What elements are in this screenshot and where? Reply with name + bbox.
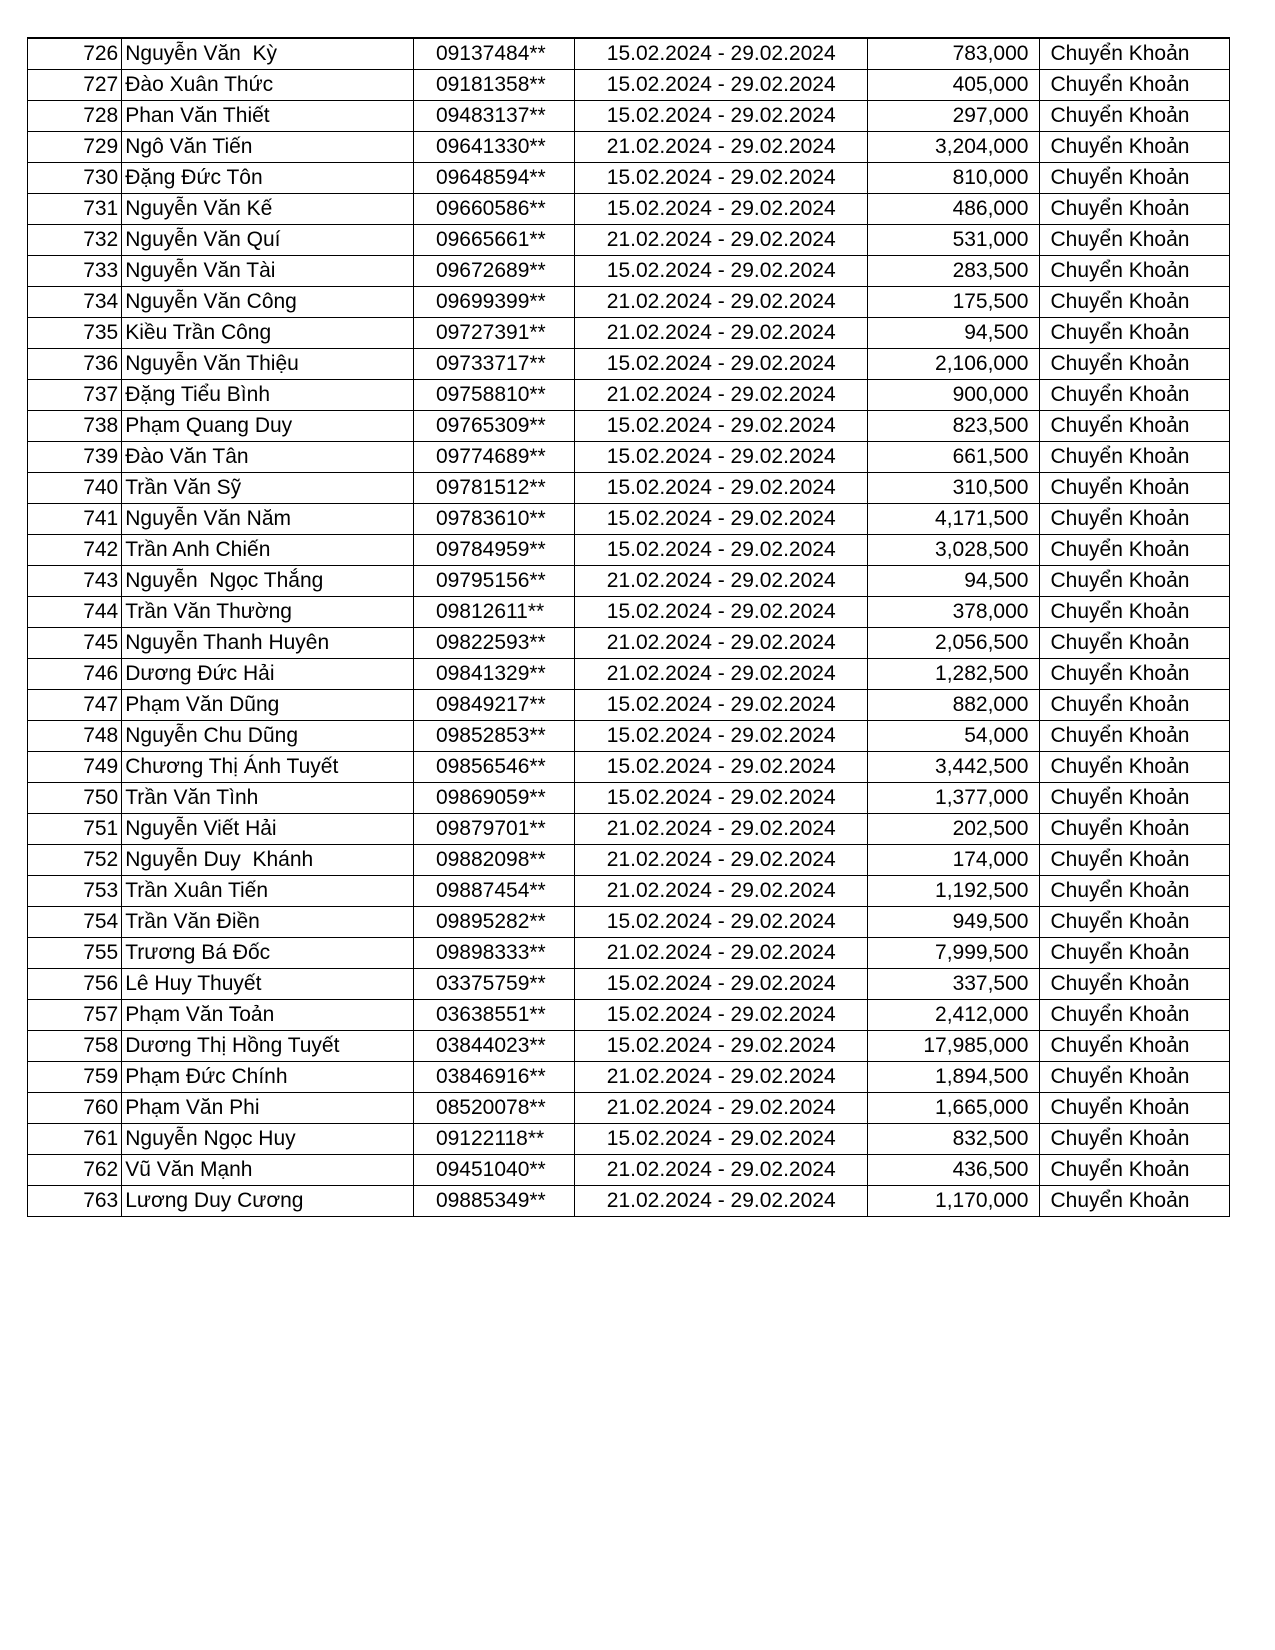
payment-method-cell: Chuyển Khoản (1040, 845, 1230, 876)
row-number-cell: 759 (28, 1062, 122, 1093)
phone-number-cell: 03638551** (413, 1000, 574, 1031)
row-number-cell: 748 (28, 721, 122, 752)
payment-method-cell: Chuyển Khoản (1040, 659, 1230, 690)
phone-number-cell: 09181358** (413, 70, 574, 101)
amount-cell: 3,028,500 (868, 535, 1040, 566)
table-row (28, 628, 1230, 659)
recipient-name-cell: Phạm Văn Toản (122, 1000, 414, 1031)
table-row (28, 163, 1230, 194)
phone-number-cell: 09869059** (413, 783, 574, 814)
recipient-name-cell: Kiều Trần Công (122, 318, 414, 349)
amount-cell: 1,192,500 (868, 876, 1040, 907)
table-row (28, 287, 1230, 318)
payment-method-cell: Chuyển Khoản (1040, 287, 1230, 318)
amount-cell: 1,665,000 (868, 1093, 1040, 1124)
recipient-name-cell: Nguyễn Chu Dũng (122, 721, 414, 752)
phone-number-cell: 09898333** (413, 938, 574, 969)
row-number-cell: 741 (28, 504, 122, 535)
amount-cell: 882,000 (868, 690, 1040, 721)
payment-method-cell: Chuyển Khoản (1040, 1186, 1230, 1217)
payment-table-body (28, 38, 1230, 1217)
amount-cell: 4,171,500 (868, 504, 1040, 535)
amount-cell: 900,000 (868, 380, 1040, 411)
row-number-cell: 752 (28, 845, 122, 876)
recipient-name-cell: Trần Văn Thường (122, 597, 414, 628)
amount-cell: 3,204,000 (868, 132, 1040, 163)
payment-method-cell: Chuyển Khoản (1040, 194, 1230, 225)
payment-method-cell: Chuyển Khoản (1040, 38, 1230, 70)
row-number-cell: 728 (28, 101, 122, 132)
date-period-cell: 15.02.2024 - 29.02.2024 (575, 349, 868, 380)
table-row (28, 256, 1230, 287)
phone-number-cell: 09672689** (413, 256, 574, 287)
payment-method-cell: Chuyển Khoản (1040, 752, 1230, 783)
row-number-cell: 763 (28, 1186, 122, 1217)
date-period-cell: 15.02.2024 - 29.02.2024 (575, 752, 868, 783)
row-number-cell: 742 (28, 535, 122, 566)
date-period-cell: 15.02.2024 - 29.02.2024 (575, 721, 868, 752)
amount-cell: 2,106,000 (868, 349, 1040, 380)
recipient-name-cell: Nguyễn Văn Kế (122, 194, 414, 225)
table-row (28, 70, 1230, 101)
amount-cell: 1,170,000 (868, 1186, 1040, 1217)
row-number-cell: 755 (28, 938, 122, 969)
payment-method-cell: Chuyển Khoản (1040, 256, 1230, 287)
phone-number-cell: 09856546** (413, 752, 574, 783)
phone-number-cell: 09137484** (413, 38, 574, 70)
recipient-name-cell: Nguyễn Văn Thiệu (122, 349, 414, 380)
table-row (28, 318, 1230, 349)
recipient-name-cell: Trần Xuân Tiến (122, 876, 414, 907)
table-row (28, 752, 1230, 783)
table-row (28, 225, 1230, 256)
phone-number-cell: 09822593** (413, 628, 574, 659)
date-period-cell: 21.02.2024 - 29.02.2024 (575, 318, 868, 349)
phone-number-cell: 09783610** (413, 504, 574, 535)
date-period-cell: 15.02.2024 - 29.02.2024 (575, 163, 868, 194)
row-number-cell: 758 (28, 1031, 122, 1062)
row-number-cell: 738 (28, 411, 122, 442)
payment-method-cell: Chuyển Khoản (1040, 1124, 1230, 1155)
table-row (28, 535, 1230, 566)
row-number-cell: 747 (28, 690, 122, 721)
date-period-cell: 15.02.2024 - 29.02.2024 (575, 690, 868, 721)
payment-method-cell: Chuyển Khoản (1040, 473, 1230, 504)
date-period-cell: 21.02.2024 - 29.02.2024 (575, 628, 868, 659)
row-number-cell: 736 (28, 349, 122, 380)
amount-cell: 823,500 (868, 411, 1040, 442)
phone-number-cell: 09660586** (413, 194, 574, 225)
payment-method-cell: Chuyển Khoản (1040, 318, 1230, 349)
table-row (28, 659, 1230, 690)
recipient-name-cell: Vũ Văn Mạnh (122, 1155, 414, 1186)
date-period-cell: 15.02.2024 - 29.02.2024 (575, 597, 868, 628)
payment-method-cell: Chuyển Khoản (1040, 969, 1230, 1000)
amount-cell: 832,500 (868, 1124, 1040, 1155)
recipient-name-cell: Trần Văn Sỹ (122, 473, 414, 504)
amount-cell: 310,500 (868, 473, 1040, 504)
payment-method-cell: Chuyển Khoản (1040, 411, 1230, 442)
date-period-cell: 21.02.2024 - 29.02.2024 (575, 1062, 868, 1093)
date-period-cell: 21.02.2024 - 29.02.2024 (575, 1186, 868, 1217)
table-row (28, 845, 1230, 876)
phone-number-cell: 09781512** (413, 473, 574, 504)
payment-method-cell: Chuyển Khoản (1040, 566, 1230, 597)
table-row (28, 721, 1230, 752)
row-number-cell: 744 (28, 597, 122, 628)
table-row (28, 597, 1230, 628)
payment-method-cell: Chuyển Khoản (1040, 1093, 1230, 1124)
recipient-name-cell: Trương Bá Đốc (122, 938, 414, 969)
date-period-cell: 15.02.2024 - 29.02.2024 (575, 907, 868, 938)
recipient-name-cell: Dương Đức Hải (122, 659, 414, 690)
phone-number-cell: 09665661** (413, 225, 574, 256)
date-period-cell: 21.02.2024 - 29.02.2024 (575, 814, 868, 845)
recipient-name-cell: Phan Văn Thiết (122, 101, 414, 132)
row-number-cell: 762 (28, 1155, 122, 1186)
table-row (28, 1186, 1230, 1217)
payment-method-cell: Chuyển Khoản (1040, 535, 1230, 566)
table-row (28, 938, 1230, 969)
row-number-cell: 729 (28, 132, 122, 163)
phone-number-cell: 09648594** (413, 163, 574, 194)
date-period-cell: 15.02.2024 - 29.02.2024 (575, 783, 868, 814)
amount-cell: 337,500 (868, 969, 1040, 1000)
date-period-cell: 21.02.2024 - 29.02.2024 (575, 225, 868, 256)
row-number-cell: 731 (28, 194, 122, 225)
table-row (28, 411, 1230, 442)
recipient-name-cell: Trần Văn Tình (122, 783, 414, 814)
payment-method-cell: Chuyển Khoản (1040, 628, 1230, 659)
date-period-cell: 15.02.2024 - 29.02.2024 (575, 411, 868, 442)
row-number-cell: 754 (28, 907, 122, 938)
payment-method-cell: Chuyển Khoản (1040, 101, 1230, 132)
date-period-cell: 21.02.2024 - 29.02.2024 (575, 566, 868, 597)
phone-number-cell: 09849217** (413, 690, 574, 721)
date-period-cell: 15.02.2024 - 29.02.2024 (575, 1031, 868, 1062)
date-period-cell: 21.02.2024 - 29.02.2024 (575, 287, 868, 318)
phone-number-cell: 09765309** (413, 411, 574, 442)
date-period-cell: 15.02.2024 - 29.02.2024 (575, 442, 868, 473)
row-number-cell: 733 (28, 256, 122, 287)
row-number-cell: 746 (28, 659, 122, 690)
recipient-name-cell: Nguyễn Thanh Huyên (122, 628, 414, 659)
recipient-name-cell: Nguyễn Viết Hải (122, 814, 414, 845)
row-number-cell: 737 (28, 380, 122, 411)
table-row (28, 876, 1230, 907)
payment-method-cell: Chuyển Khoản (1040, 1062, 1230, 1093)
table-row (28, 1093, 1230, 1124)
date-period-cell: 15.02.2024 - 29.02.2024 (575, 969, 868, 1000)
date-period-cell: 21.02.2024 - 29.02.2024 (575, 1093, 868, 1124)
phone-number-cell: 09733717** (413, 349, 574, 380)
table-row (28, 194, 1230, 225)
phone-number-cell: 03846916** (413, 1062, 574, 1093)
table-row (28, 504, 1230, 535)
table-row (28, 783, 1230, 814)
date-period-cell: 15.02.2024 - 29.02.2024 (575, 70, 868, 101)
phone-number-cell: 09812611** (413, 597, 574, 628)
payment-method-cell: Chuyển Khoản (1040, 1155, 1230, 1186)
amount-cell: 2,412,000 (868, 1000, 1040, 1031)
amount-cell: 297,000 (868, 101, 1040, 132)
recipient-name-cell: Đặng Đức Tôn (122, 163, 414, 194)
recipient-name-cell: Nguyễn Văn Quí (122, 225, 414, 256)
payment-method-cell: Chuyển Khoản (1040, 132, 1230, 163)
amount-cell: 3,442,500 (868, 752, 1040, 783)
row-number-cell: 751 (28, 814, 122, 845)
amount-cell: 174,000 (868, 845, 1040, 876)
amount-cell: 486,000 (868, 194, 1040, 225)
phone-number-cell: 09122118** (413, 1124, 574, 1155)
date-period-cell: 21.02.2024 - 29.02.2024 (575, 845, 868, 876)
amount-cell: 283,500 (868, 256, 1040, 287)
date-period-cell: 15.02.2024 - 29.02.2024 (575, 194, 868, 225)
payment-method-cell: Chuyển Khoản (1040, 349, 1230, 380)
phone-number-cell: 03844023** (413, 1031, 574, 1062)
table-row (28, 1155, 1230, 1186)
amount-cell: 405,000 (868, 70, 1040, 101)
row-number-cell: 753 (28, 876, 122, 907)
phone-number-cell: 09483137** (413, 101, 574, 132)
recipient-name-cell: Lương Duy Cương (122, 1186, 414, 1217)
payment-method-cell: Chuyển Khoản (1040, 442, 1230, 473)
row-number-cell: 732 (28, 225, 122, 256)
payment-method-cell: Chuyển Khoản (1040, 597, 1230, 628)
date-period-cell: 15.02.2024 - 29.02.2024 (575, 101, 868, 132)
recipient-name-cell: Nguyễn Duy Khánh (122, 845, 414, 876)
row-number-cell: 761 (28, 1124, 122, 1155)
amount-cell: 2,056,500 (868, 628, 1040, 659)
payment-method-cell: Chuyển Khoản (1040, 876, 1230, 907)
phone-number-cell: 03375759** (413, 969, 574, 1000)
recipient-name-cell: Lê Huy Thuyết (122, 969, 414, 1000)
amount-cell: 7,999,500 (868, 938, 1040, 969)
row-number-cell: 743 (28, 566, 122, 597)
row-number-cell: 726 (28, 38, 122, 70)
recipient-name-cell: Phạm Văn Dũng (122, 690, 414, 721)
row-number-cell: 749 (28, 752, 122, 783)
row-number-cell: 735 (28, 318, 122, 349)
recipient-name-cell: Đặng Tiểu Bình (122, 380, 414, 411)
recipient-name-cell: Trần Anh Chiến (122, 535, 414, 566)
date-period-cell: 15.02.2024 - 29.02.2024 (575, 1000, 868, 1031)
recipient-name-cell: Nguyễn Văn Kỳ (122, 38, 414, 70)
row-number-cell: 750 (28, 783, 122, 814)
phone-number-cell: 09885349** (413, 1186, 574, 1217)
amount-cell: 810,000 (868, 163, 1040, 194)
amount-cell: 531,000 (868, 225, 1040, 256)
phone-number-cell: 09784959** (413, 535, 574, 566)
payment-method-cell: Chuyển Khoản (1040, 70, 1230, 101)
recipient-name-cell: Phạm Đức Chính (122, 1062, 414, 1093)
table-row (28, 1000, 1230, 1031)
date-period-cell: 21.02.2024 - 29.02.2024 (575, 876, 868, 907)
payment-method-cell: Chuyển Khoản (1040, 380, 1230, 411)
phone-number-cell: 09758810** (413, 380, 574, 411)
recipient-name-cell: Chương Thị Ánh Tuyết (122, 752, 414, 783)
amount-cell: 54,000 (868, 721, 1040, 752)
payment-method-cell: Chuyển Khoản (1040, 938, 1230, 969)
phone-number-cell: 09852853** (413, 721, 574, 752)
recipient-name-cell: Nguyễn Văn Công (122, 287, 414, 318)
recipient-name-cell: Đào Xuân Thức (122, 70, 414, 101)
payment-method-cell: Chuyển Khoản (1040, 163, 1230, 194)
payment-table (27, 37, 1230, 1217)
amount-cell: 202,500 (868, 814, 1040, 845)
recipient-name-cell: Trần Văn Điền (122, 907, 414, 938)
date-period-cell: 21.02.2024 - 29.02.2024 (575, 132, 868, 163)
amount-cell: 783,000 (868, 38, 1040, 70)
date-period-cell: 15.02.2024 - 29.02.2024 (575, 535, 868, 566)
table-row (28, 690, 1230, 721)
table-row (28, 1062, 1230, 1093)
phone-number-cell: 09895282** (413, 907, 574, 938)
table-row (28, 969, 1230, 1000)
phone-number-cell: 09727391** (413, 318, 574, 349)
row-number-cell: 757 (28, 1000, 122, 1031)
payment-method-cell: Chuyển Khoản (1040, 783, 1230, 814)
recipient-name-cell: Nguyễn Văn Tài (122, 256, 414, 287)
row-number-cell: 745 (28, 628, 122, 659)
recipient-name-cell: Nguyễn Ngọc Thắng (122, 566, 414, 597)
table-row (28, 566, 1230, 597)
date-period-cell: 21.02.2024 - 29.02.2024 (575, 380, 868, 411)
date-period-cell: 21.02.2024 - 29.02.2024 (575, 938, 868, 969)
date-period-cell: 15.02.2024 - 29.02.2024 (575, 504, 868, 535)
payment-method-cell: Chuyển Khoản (1040, 1000, 1230, 1031)
table-row (28, 1124, 1230, 1155)
amount-cell: 436,500 (868, 1155, 1040, 1186)
phone-number-cell: 09887454** (413, 876, 574, 907)
recipient-name-cell: Dương Thị Hồng Tuyết (122, 1031, 414, 1062)
amount-cell: 94,500 (868, 566, 1040, 597)
amount-cell: 17,985,000 (868, 1031, 1040, 1062)
date-period-cell: 15.02.2024 - 29.02.2024 (575, 473, 868, 504)
recipient-name-cell: Đào Văn Tân (122, 442, 414, 473)
phone-number-cell: 09699399** (413, 287, 574, 318)
amount-cell: 661,500 (868, 442, 1040, 473)
row-number-cell: 734 (28, 287, 122, 318)
payment-method-cell: Chuyển Khoản (1040, 907, 1230, 938)
payment-method-cell: Chuyển Khoản (1040, 1031, 1230, 1062)
recipient-name-cell: Phạm Văn Phi (122, 1093, 414, 1124)
phone-number-cell: 09451040** (413, 1155, 574, 1186)
date-period-cell: 21.02.2024 - 29.02.2024 (575, 659, 868, 690)
amount-cell: 1,894,500 (868, 1062, 1040, 1093)
payment-method-cell: Chuyển Khoản (1040, 814, 1230, 845)
phone-number-cell: 09774689** (413, 442, 574, 473)
payment-method-cell: Chuyển Khoản (1040, 504, 1230, 535)
table-row (28, 442, 1230, 473)
phone-number-cell: 09795156** (413, 566, 574, 597)
recipient-name-cell: Ngô Văn Tiến (122, 132, 414, 163)
amount-cell: 175,500 (868, 287, 1040, 318)
row-number-cell: 739 (28, 442, 122, 473)
table-row (28, 101, 1230, 132)
row-number-cell: 727 (28, 70, 122, 101)
row-number-cell: 760 (28, 1093, 122, 1124)
row-number-cell: 740 (28, 473, 122, 504)
amount-cell: 378,000 (868, 597, 1040, 628)
date-period-cell: 15.02.2024 - 29.02.2024 (575, 38, 868, 70)
date-period-cell: 15.02.2024 - 29.02.2024 (575, 256, 868, 287)
phone-number-cell: 08520078** (413, 1093, 574, 1124)
table-row (28, 132, 1230, 163)
row-number-cell: 730 (28, 163, 122, 194)
phone-number-cell: 09841329** (413, 659, 574, 690)
table-row (28, 907, 1230, 938)
payment-method-cell: Chuyển Khoản (1040, 721, 1230, 752)
payment-method-cell: Chuyển Khoản (1040, 690, 1230, 721)
amount-cell: 949,500 (868, 907, 1040, 938)
table-row (28, 1031, 1230, 1062)
date-period-cell: 21.02.2024 - 29.02.2024 (575, 1155, 868, 1186)
table-row (28, 38, 1230, 70)
recipient-name-cell: Phạm Quang Duy (122, 411, 414, 442)
date-period-cell: 15.02.2024 - 29.02.2024 (575, 1124, 868, 1155)
table-row (28, 814, 1230, 845)
phone-number-cell: 09879701** (413, 814, 574, 845)
amount-cell: 94,500 (868, 318, 1040, 349)
phone-number-cell: 09641330** (413, 132, 574, 163)
recipient-name-cell: Nguyễn Văn Năm (122, 504, 414, 535)
row-number-cell: 756 (28, 969, 122, 1000)
payment-method-cell: Chuyển Khoản (1040, 225, 1230, 256)
table-row (28, 380, 1230, 411)
amount-cell: 1,377,000 (868, 783, 1040, 814)
amount-cell: 1,282,500 (868, 659, 1040, 690)
phone-number-cell: 09882098** (413, 845, 574, 876)
table-row (28, 349, 1230, 380)
table-row (28, 473, 1230, 504)
recipient-name-cell: Nguyễn Ngọc Huy (122, 1124, 414, 1155)
